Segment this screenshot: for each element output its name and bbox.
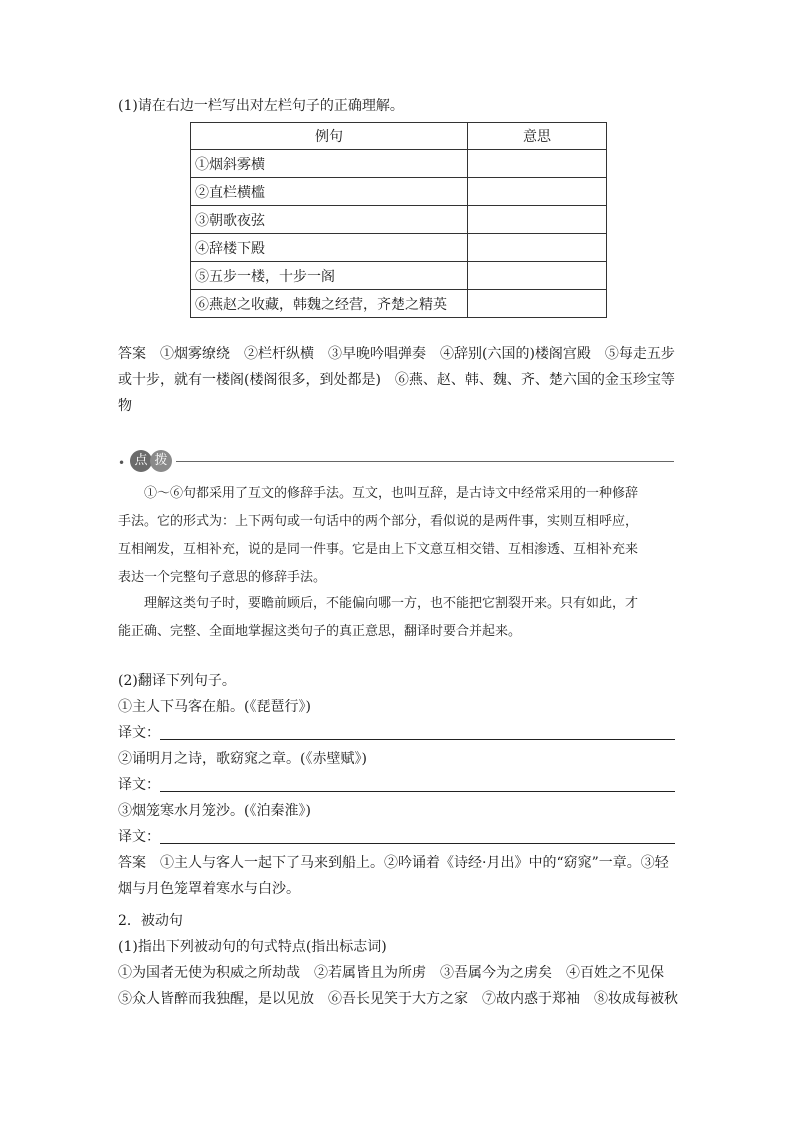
example-cell: ④辞楼下殿 [191,234,468,262]
question-1-answer [118,341,678,419]
answer-line: 烟与月色笼罩着寒水与白沙。 [118,881,300,897]
translation-blank-3[interactable] [160,825,675,844]
question-2 [118,668,678,902]
hint-header [118,450,674,474]
question-2-prompt: (2)翻译下列句子。 [118,673,236,689]
section-2-prompt: (1)指出下列被动句的句式特点(指出标志词) [118,939,387,955]
answer-line: 答案 ①烟雾缭绕 ②栏杆纵横 ③早晚吟唱弹奏 ④辞别(六国的)楼阁宫殿 ⑤每走五步 [118,346,675,362]
example-cell: ⑥燕赵之收藏，韩魏之经营，齐楚之精英 [191,290,468,318]
meaning-cell[interactable] [468,206,607,234]
table-header-row [191,123,607,150]
hint-badge-dian: 点 [130,450,152,472]
translation-blank-1[interactable] [160,721,675,740]
hint-paragraph-2: 理解这类句子时，要瞻前顾后，不能偏向哪一方，也不能把它割裂开来。只有如此，才 能正确、完整、全面地掌握这类句子的真正意思，翻译时要合并起来。 [118,596,639,639]
example-cell: ⑤五步一楼，十步一阁 [191,262,468,290]
section-2 [118,908,678,1012]
sentence-1: ①主人下马客在船。(《琵琶行》) [118,699,311,715]
answer-line: 物 [118,398,132,414]
sentence-2: ②诵明月之诗，歌窈窕之章。(《赤壁赋》) [118,751,367,767]
table-row [191,206,607,234]
table-row [191,262,607,290]
table-row [191,150,607,178]
sentence-3: ③烟笼寒水月笼沙。(《泊秦淮》) [118,803,311,819]
answer-label: 答案 [118,346,146,362]
meaning-cell[interactable] [468,262,607,290]
example-table [190,122,607,318]
table-row [191,178,607,206]
table-row [191,234,607,262]
translation-line-1: 译文： [118,720,678,746]
table-row [191,290,607,318]
meaning-cell[interactable] [468,150,607,178]
section-2-title: 2．被动句 [118,913,183,929]
hint-divider [176,461,674,462]
meaning-cell[interactable] [468,178,607,206]
meaning-cell[interactable] [468,234,607,262]
dots-decoration: • [118,456,127,470]
column-header-meaning: 意思 [468,123,607,150]
question-1-prompt: (1)请在右边一栏写出对左栏句子的正确理解。 [118,98,404,114]
column-header-example: 例句 [191,123,468,150]
answer-label: 答案 [118,855,146,871]
example-cell: ②直栏横槛 [191,178,468,206]
answer-line: 或十步，就有一楼阁(楼阁很多，到处都是) ⑥燕、赵、韩、魏、齐、楚六国的金玉珍宝等 [118,372,675,388]
section-2-line-2: ⑤众人皆醉而我独醒，是以见放 ⑥吾长见笑于大方之家 ⑦故内惑于郑袖 ⑧妆成每被秋 [118,991,678,1007]
translation-line-3: 译文： [118,824,678,850]
example-cell: ③朝歌夜弦 [191,206,468,234]
hint-badge-bo: 拨 [150,450,172,472]
section-2-line-1: ①为国者无使为积威之所劫哉 ②若属皆且为所虏 ③吾属今为之虏矣 ④百姓之不见保 [118,965,664,981]
answer-line: 答案 ①主人与客人一起下了马来到船上。②吟诵着《诗经·月出》中的“窈窕”一章。③轻 [118,855,669,871]
example-cell: ①烟斜雾横 [191,150,468,178]
hint-paragraph-1: ①～⑥句都采用了互文的修辞手法。互文，也叫互辞，是古诗文中经常采用的一种修辞 手法。它的形式为：上下两句或一句话中的两个部分，看似说的是两件事，实则互相呼应， 互相阐发，互相补充，说的是同一件事。它是由上下文意互相交错、互相渗透、互相补充来 表达一个完整句子意思的修辞手法。 [118,486,639,585]
translation-blank-2[interactable] [160,773,675,792]
meaning-cell[interactable] [468,290,607,318]
translation-line-2: 译文： [118,772,678,798]
